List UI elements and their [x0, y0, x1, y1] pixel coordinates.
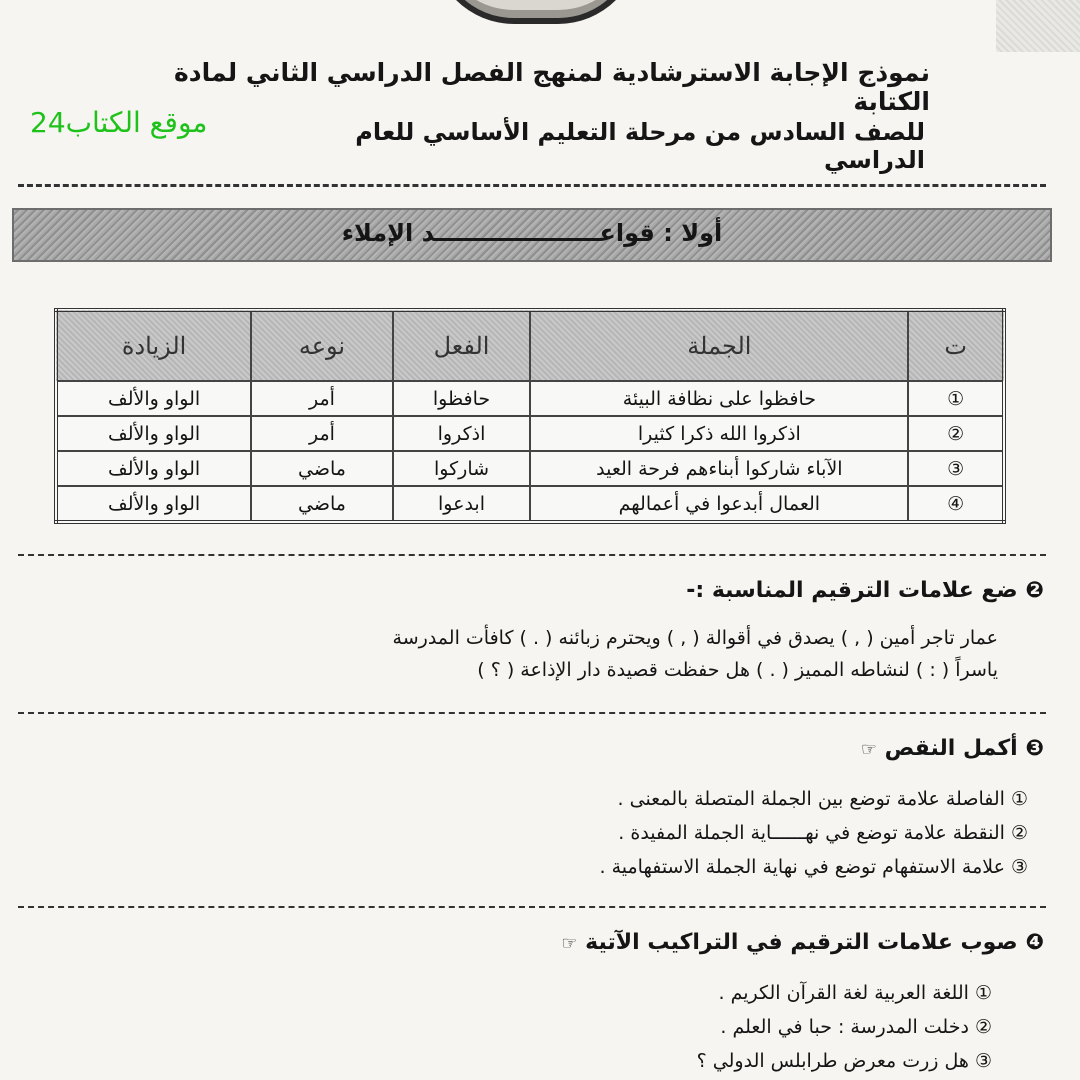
cell-verb: اذكروا	[393, 416, 531, 451]
emblem-seal-image	[432, 0, 640, 24]
section3-heading	[344, 736, 1044, 761]
cell-number: ④	[908, 486, 1004, 522]
hand-pointing-icon: ☞	[860, 739, 877, 760]
section2-line2: ياسراً ( : ) لنشاطه المميز ( . ) هل حفظت قصيدة دار الإذاعة ( ؟ )	[477, 659, 998, 681]
cell-verb: حافظوا	[393, 381, 531, 416]
section2-line1: عمار تاجر أمين ( , ) يصدق في أقوالة ( , ) ويحترم زبائنه ( . ) كافأت المدرسة	[392, 627, 998, 649]
list-item: ③ هل زرت معرض طرابلس الدولي ؟	[696, 1050, 992, 1072]
section3-marker: ❸	[1025, 736, 1044, 761]
table-row	[56, 451, 1004, 486]
cell-sentence: العمال أبدعوا في أعمالهم	[530, 486, 908, 522]
cell-verb-type: ماضي	[251, 486, 393, 522]
cell-sentence: اذكروا الله ذكرا كثيرا	[530, 416, 908, 451]
document-title-line1: نموذج الإجابة الاسترشادية لمنهج الفصل الدراسي الثاني لمادة الكتابة	[174, 58, 930, 116]
section4-heading	[344, 930, 1044, 955]
section4-marker: ❹	[1025, 930, 1044, 955]
table-row	[56, 381, 1004, 416]
cell-addition: الواو والألف	[56, 381, 251, 416]
cell-verb: شاركوا	[393, 451, 531, 486]
list-item: ② دخلت المدرسة : حبا في العلم .	[720, 1016, 992, 1038]
cell-sentence: حافظوا على نظافة البيئة	[530, 381, 908, 416]
section2-heading	[344, 578, 1044, 603]
cell-number: ①	[908, 381, 1004, 416]
list-item: ① اللغة العربية لغة القرآن الكريم .	[718, 982, 992, 1004]
cell-verb-type: أمر	[251, 416, 393, 451]
section1-banner	[12, 208, 1052, 262]
list-item: ③ علامة الاستفهام توضع في نهاية الجملة الاستفهامية .	[599, 856, 1028, 878]
section2-marker: ❷	[1025, 578, 1044, 603]
cell-addition: الواو والألف	[56, 416, 251, 451]
header-verb: الفعل	[393, 310, 531, 381]
cell-verb-type: ماضي	[251, 451, 393, 486]
section3-list	[128, 782, 1028, 884]
section3-title: أكمل النقص	[884, 736, 1018, 761]
cell-addition: الواو والألف	[56, 451, 251, 486]
section2-title: ضع علامات الترقيم المناسبة :-	[686, 578, 1018, 603]
document-title-line2: للصف السادس من مرحلة التعليم الأساسي للعام الدراسي	[355, 118, 925, 174]
table-row	[56, 416, 1004, 451]
dashed-divider	[18, 906, 1046, 908]
header-number: ت	[908, 310, 1004, 381]
header-addition: الزيادة	[56, 310, 251, 381]
verbs-table	[54, 308, 1006, 524]
cell-verb-type: أمر	[251, 381, 393, 416]
table-header-row	[56, 310, 1004, 381]
hand-pointing-icon: ☞	[561, 933, 578, 954]
cell-verb: ابدعوا	[393, 486, 531, 522]
dashed-divider	[18, 184, 1046, 187]
cell-sentence: الآباء شاركوا أبناءهم فرحة العيد	[530, 451, 908, 486]
cell-number: ②	[908, 416, 1004, 451]
cell-addition: الواو والألف	[56, 486, 251, 522]
cell-number: ③	[908, 451, 1004, 486]
dashed-divider	[18, 554, 1046, 556]
dashed-divider	[18, 712, 1046, 714]
list-item: ① الفاصلة علامة توضع بين الجملة المتصلة بالمعنى .	[617, 788, 1028, 810]
section2-paragraph	[78, 622, 998, 686]
section1-title: أولا : قواعــــــــــــــــــــد الإملاء	[341, 219, 723, 247]
section4-title: صوب علامات الترقيم في التراكيب الآتية	[585, 930, 1018, 955]
corner-stamp-image	[996, 0, 1080, 52]
header-sentence: الجملة	[530, 310, 908, 381]
site-watermark: موقع الكتاب24	[30, 106, 208, 139]
list-item: ② النقطة علامة توضع في نهــــــاية الجملة المفيدة .	[618, 822, 1028, 844]
header-verb-type: نوعه	[251, 310, 393, 381]
table-row	[56, 486, 1004, 522]
section4-list	[192, 976, 992, 1078]
